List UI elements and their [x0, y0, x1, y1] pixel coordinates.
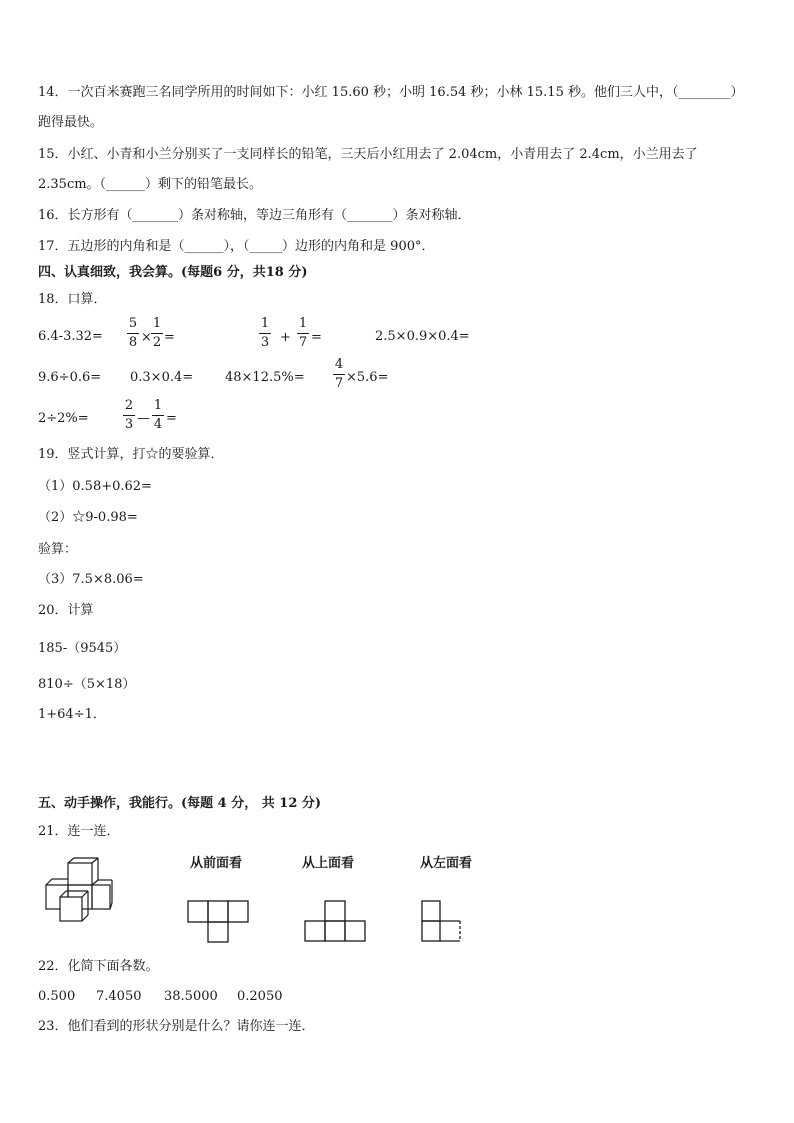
label-left-view: 从左面看: [420, 856, 473, 871]
q20-e2: 810÷（5×18）: [38, 677, 136, 692]
q20-e1: 185-（9545）: [38, 641, 127, 656]
denominator: 8: [128, 335, 138, 350]
denominator: 2: [152, 335, 162, 350]
q18-c1: 2÷2%=: [38, 411, 89, 426]
equals-sign: =: [164, 330, 175, 345]
q15-line2: 2.35cm。（______）剩下的铅笔最长。: [38, 177, 263, 192]
q19-p1: （1）0.58+0.62=: [38, 479, 152, 494]
q18-b4-tail: ×5.6=: [346, 370, 389, 385]
fraction-1-2: [151, 316, 163, 351]
q20-e3: 1+64÷1．: [38, 707, 106, 722]
fraction-5-8: [127, 316, 139, 351]
q22-num-4: 0.2050: [237, 989, 283, 1004]
q17: 17．五边形的内角和是（______），（_____）边形的内角和是 900°．: [38, 239, 435, 254]
numerator: 1: [153, 398, 163, 413]
q18-title: 18．口算．: [38, 292, 107, 307]
q18-b2: 0.3×0.4=: [130, 370, 194, 385]
cube-stack-figure: [42, 857, 114, 922]
fraction-4-7: [333, 357, 345, 392]
q19-p2: （2）☆9-0.98=: [38, 510, 138, 525]
minus-sign: —: [137, 411, 150, 426]
numerator: 5: [128, 316, 138, 331]
top-view-shape: [303, 899, 367, 943]
q14-line2: 跑得最快。: [38, 115, 104, 130]
fraction-2-3: [123, 398, 135, 433]
q22-num-3: 38.5000: [164, 989, 218, 1004]
q22-num-1: 0.500: [38, 989, 76, 1004]
fraction-1-7: [297, 316, 309, 351]
equals-sign: =: [166, 411, 177, 426]
q18-a1: 6.4-3.32=: [38, 329, 103, 344]
plus-sign: +: [280, 330, 291, 345]
numerator: 2: [124, 398, 134, 413]
front-view-shape: [186, 899, 252, 943]
denominator: 3: [260, 335, 270, 350]
section-4-heading: 四、认真细致，我会算。(每题6 分，共18 分): [38, 265, 308, 280]
q22-title: 22．化简下面各数。: [38, 959, 159, 974]
q16: 16．长方形有（_______）条对称轴，等边三角形有（_______）条对称轴．: [38, 208, 471, 223]
label-top-view: 从上面看: [302, 856, 355, 871]
q15-line1: 15．小红、小青和小兰分别买了一支同样长的铅笔，三天后小红用去了 2.04cm，小青用去了 2.4cm，小兰用去了: [38, 147, 698, 162]
q18-b1: 9.6÷0.6=: [38, 370, 102, 385]
fraction-1-3: [259, 316, 271, 351]
q18-b3: 48×12.5%=: [225, 370, 305, 385]
fraction-1-4: [152, 398, 164, 433]
denominator: 3: [124, 417, 134, 432]
equals-sign: =: [311, 330, 322, 345]
denominator: 7: [334, 376, 344, 391]
numerator: 1: [298, 316, 308, 331]
denominator: 7: [298, 335, 308, 350]
q14-line1: 14．一次百米赛跑三名同学所用的时间如下：小红 15.60 秒；小明 16.54 秒；小林 15.15 秒。他们三人中，（________）: [38, 85, 744, 100]
numerator: 4: [334, 357, 344, 372]
numerator: 1: [260, 316, 270, 331]
q21-title: 21．连一连．: [38, 824, 120, 839]
q23: 23．他们看到的形状分别是什么？请你连一连．: [38, 1019, 315, 1034]
q19-title: 19．竖式计算，打☆的要验算．: [38, 447, 224, 462]
q19-p3: （3）7.5×8.06=: [38, 572, 144, 587]
q19-check-label: 验算：: [38, 542, 78, 557]
label-front-view: 从前面看: [190, 856, 243, 871]
q22-num-2: 7.4050: [96, 989, 142, 1004]
denominator: 4: [153, 417, 163, 432]
left-view-shape: [420, 899, 466, 943]
section-5-heading: 五、动手操作，我能行。(每题 4 分， 共 12 分): [38, 796, 322, 811]
q20-title: 20．计算: [38, 603, 94, 618]
numerator: 1: [152, 316, 162, 331]
q18-a4: 2.5×0.9×0.4=: [375, 329, 470, 344]
times-sign: ×: [141, 330, 152, 345]
